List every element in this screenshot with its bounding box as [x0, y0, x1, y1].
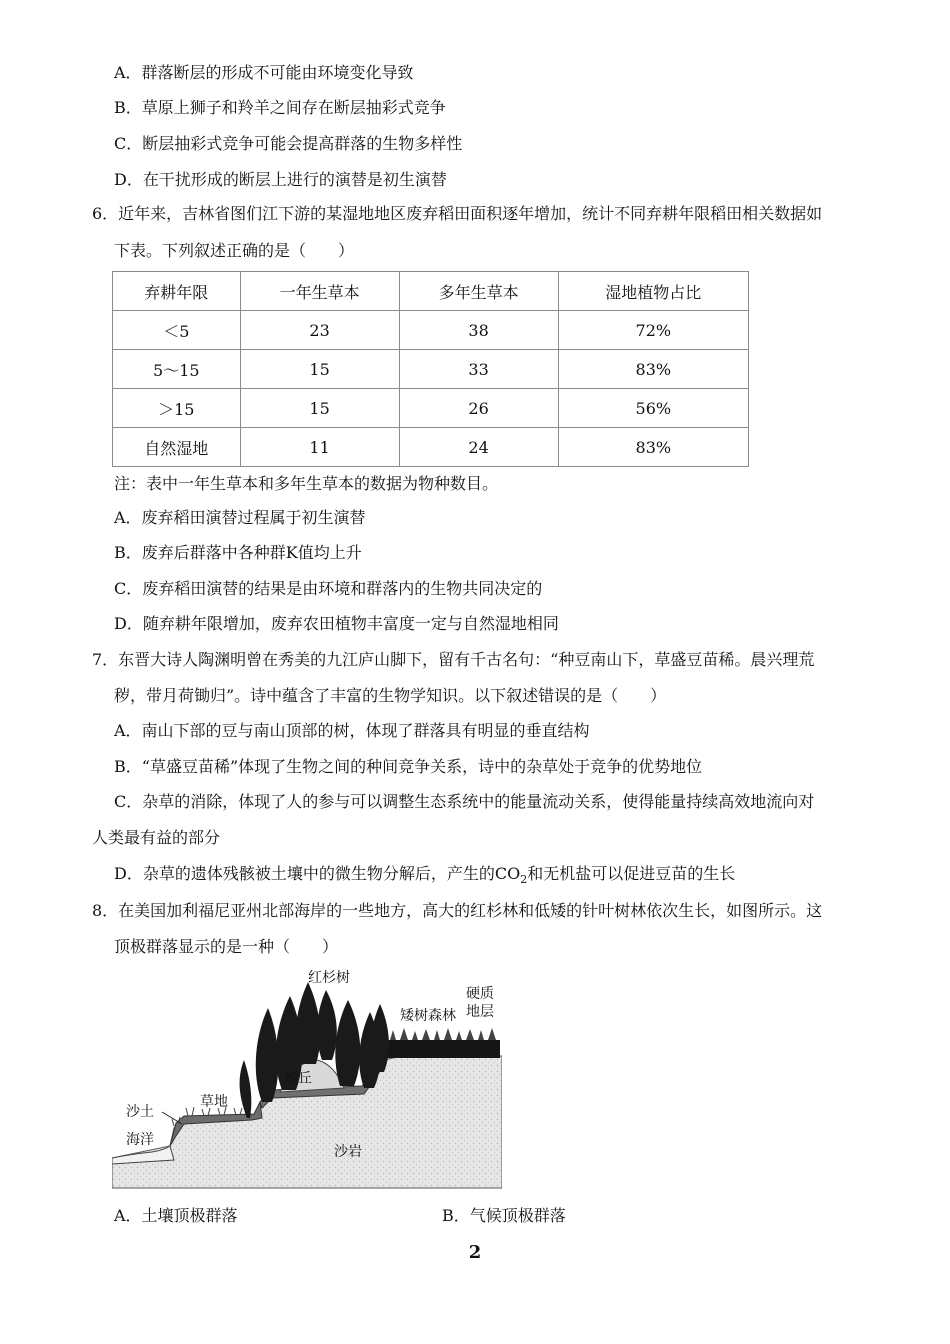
q7-option-d-pre: D．杂草的遗体残骸被土壤中的微生物分解后，产生的CO: [114, 864, 521, 883]
q6-option-d: D．随弃耕年限增加，废弃农田植物丰富度一定与自然湿地相同: [114, 614, 559, 633]
table-row: [113, 311, 749, 350]
succession-diagram: [112, 968, 502, 1190]
table-cell: 38: [399, 311, 558, 350]
label-sandstone: 沙岩: [334, 1144, 362, 1160]
q7-option-a: A．南山下部的豆与南山顶部的树，体现了群落具有明显的垂直结构: [114, 721, 590, 740]
q6-option-c: C．废弃稻田演替的结果是由环境和群落内的生物共同决定的: [114, 579, 543, 598]
label-dune: 沙丘: [284, 1071, 312, 1087]
table-header-row: [113, 272, 749, 311]
table-cell: 24: [399, 428, 558, 467]
table-cell: 23: [240, 311, 399, 350]
label-redwood: 红杉树: [308, 970, 350, 986]
table-cell: 15: [240, 350, 399, 389]
table-header-cell: 湿地植物占比: [558, 272, 748, 311]
q7-option-d: [114, 864, 735, 890]
hard-layer: [384, 1040, 500, 1058]
q8-stem-line2: 顶极群落显示的是一种（ ）: [114, 937, 339, 956]
table-cell: 33: [399, 350, 558, 389]
q5-option-d: D．在干扰形成的断层上进行的演替是初生演替: [114, 170, 447, 189]
table-row: [113, 389, 749, 428]
table-header-cell: 多年生草本: [399, 272, 558, 311]
table-cell: 15: [240, 389, 399, 428]
table-cell: 11: [240, 428, 399, 467]
table-cell: 83%: [558, 428, 748, 467]
q7-option-c-line2: 人类最有益的部分: [92, 828, 221, 847]
page-number: 2: [468, 1242, 482, 1263]
table-cell: 72%: [558, 311, 748, 350]
table-cell: 自然湿地: [113, 428, 241, 467]
q8-option-b: B．气候顶极群落: [442, 1206, 566, 1225]
table-cell: 5～15: [113, 350, 241, 389]
label-shrub-forest: 矮树森林: [400, 1008, 456, 1024]
q8-stem-line1: 8．在美国加利福尼亚州北部海岸的一些地方，高大的红杉林和低矮的针叶树林依次生长，如图所示。这: [92, 901, 823, 920]
table-row: [113, 428, 749, 467]
q6-stem-line1: 6．近年来，吉林省图们江下游的某湿地地区废弃稻田面积逐年增加，统计不同弃耕年限稻田相关数据如: [92, 204, 823, 223]
q5-option-c: C．断层抽彩式竞争可能会提高群落的生物多样性: [114, 134, 463, 153]
shrub-forest: [390, 1028, 496, 1040]
coastal-succession-figure: [112, 968, 502, 1190]
co2-subscript: 2: [520, 873, 528, 887]
q7-option-d-post: 和无机盐可以促进豆苗的生长: [527, 864, 736, 883]
table-cell: 56%: [558, 389, 748, 428]
table-cell: ＜5: [113, 311, 241, 350]
q6-option-b: B．废弃后群落中各种群K值均上升: [114, 543, 362, 562]
table-header-cell: 弃耕年限: [113, 272, 241, 311]
sandy-soil-pointer: [162, 1112, 182, 1124]
q7-option-c-line1: C．杂草的消除，体现了人的参与可以调整生态系统中的能量流动关系，使得能量持续高效地流向对: [114, 792, 815, 811]
q7-option-b: B．“草盛豆苗稀”体现了生物之间的种间竞争关系，诗中的杂草处于竞争的优势地位: [114, 757, 703, 776]
q6-data-table: [112, 271, 749, 467]
label-ocean: 海洋: [126, 1132, 154, 1148]
label-grassland: 草地: [200, 1094, 228, 1110]
table-row: [113, 350, 749, 389]
q5-option-b: B．草原上狮子和羚羊之间存在断层抽彩式竞争: [114, 98, 446, 117]
table-cell: ＞15: [113, 389, 241, 428]
q7-stem-line1: 7．东晋大诗人陶渊明曾在秀美的九江庐山脚下，留有千古名句：“种豆南山下，草盛豆苗稀。晨兴理荒: [92, 650, 815, 669]
label-hard-layer-1: 硬质: [466, 986, 494, 1002]
q8-option-a: A．土壤顶极群落: [114, 1206, 238, 1225]
table-header-cell: 一年生草本: [240, 272, 399, 311]
table-cell: 26: [399, 389, 558, 428]
q6-option-a: A．废弃稻田演替过程属于初生演替: [114, 508, 366, 527]
q7-stem-line2: 秽，带月荷锄归”。诗中蕴含了丰富的生物学知识。以下叙述错误的是（ ）: [114, 686, 667, 705]
q5-option-a: A．群落断层的形成不可能由环境变化导致: [114, 63, 414, 82]
label-hard-layer-2: 地层: [466, 1004, 494, 1020]
label-sandy-soil: 沙土: [126, 1104, 154, 1120]
q6-table-note: 注：表中一年生草本和多年生草本的数据为物种数目。: [114, 474, 499, 493]
table-cell: 83%: [558, 350, 748, 389]
q6-stem-line2: 下表。下列叙述正确的是（ ）: [114, 241, 355, 260]
